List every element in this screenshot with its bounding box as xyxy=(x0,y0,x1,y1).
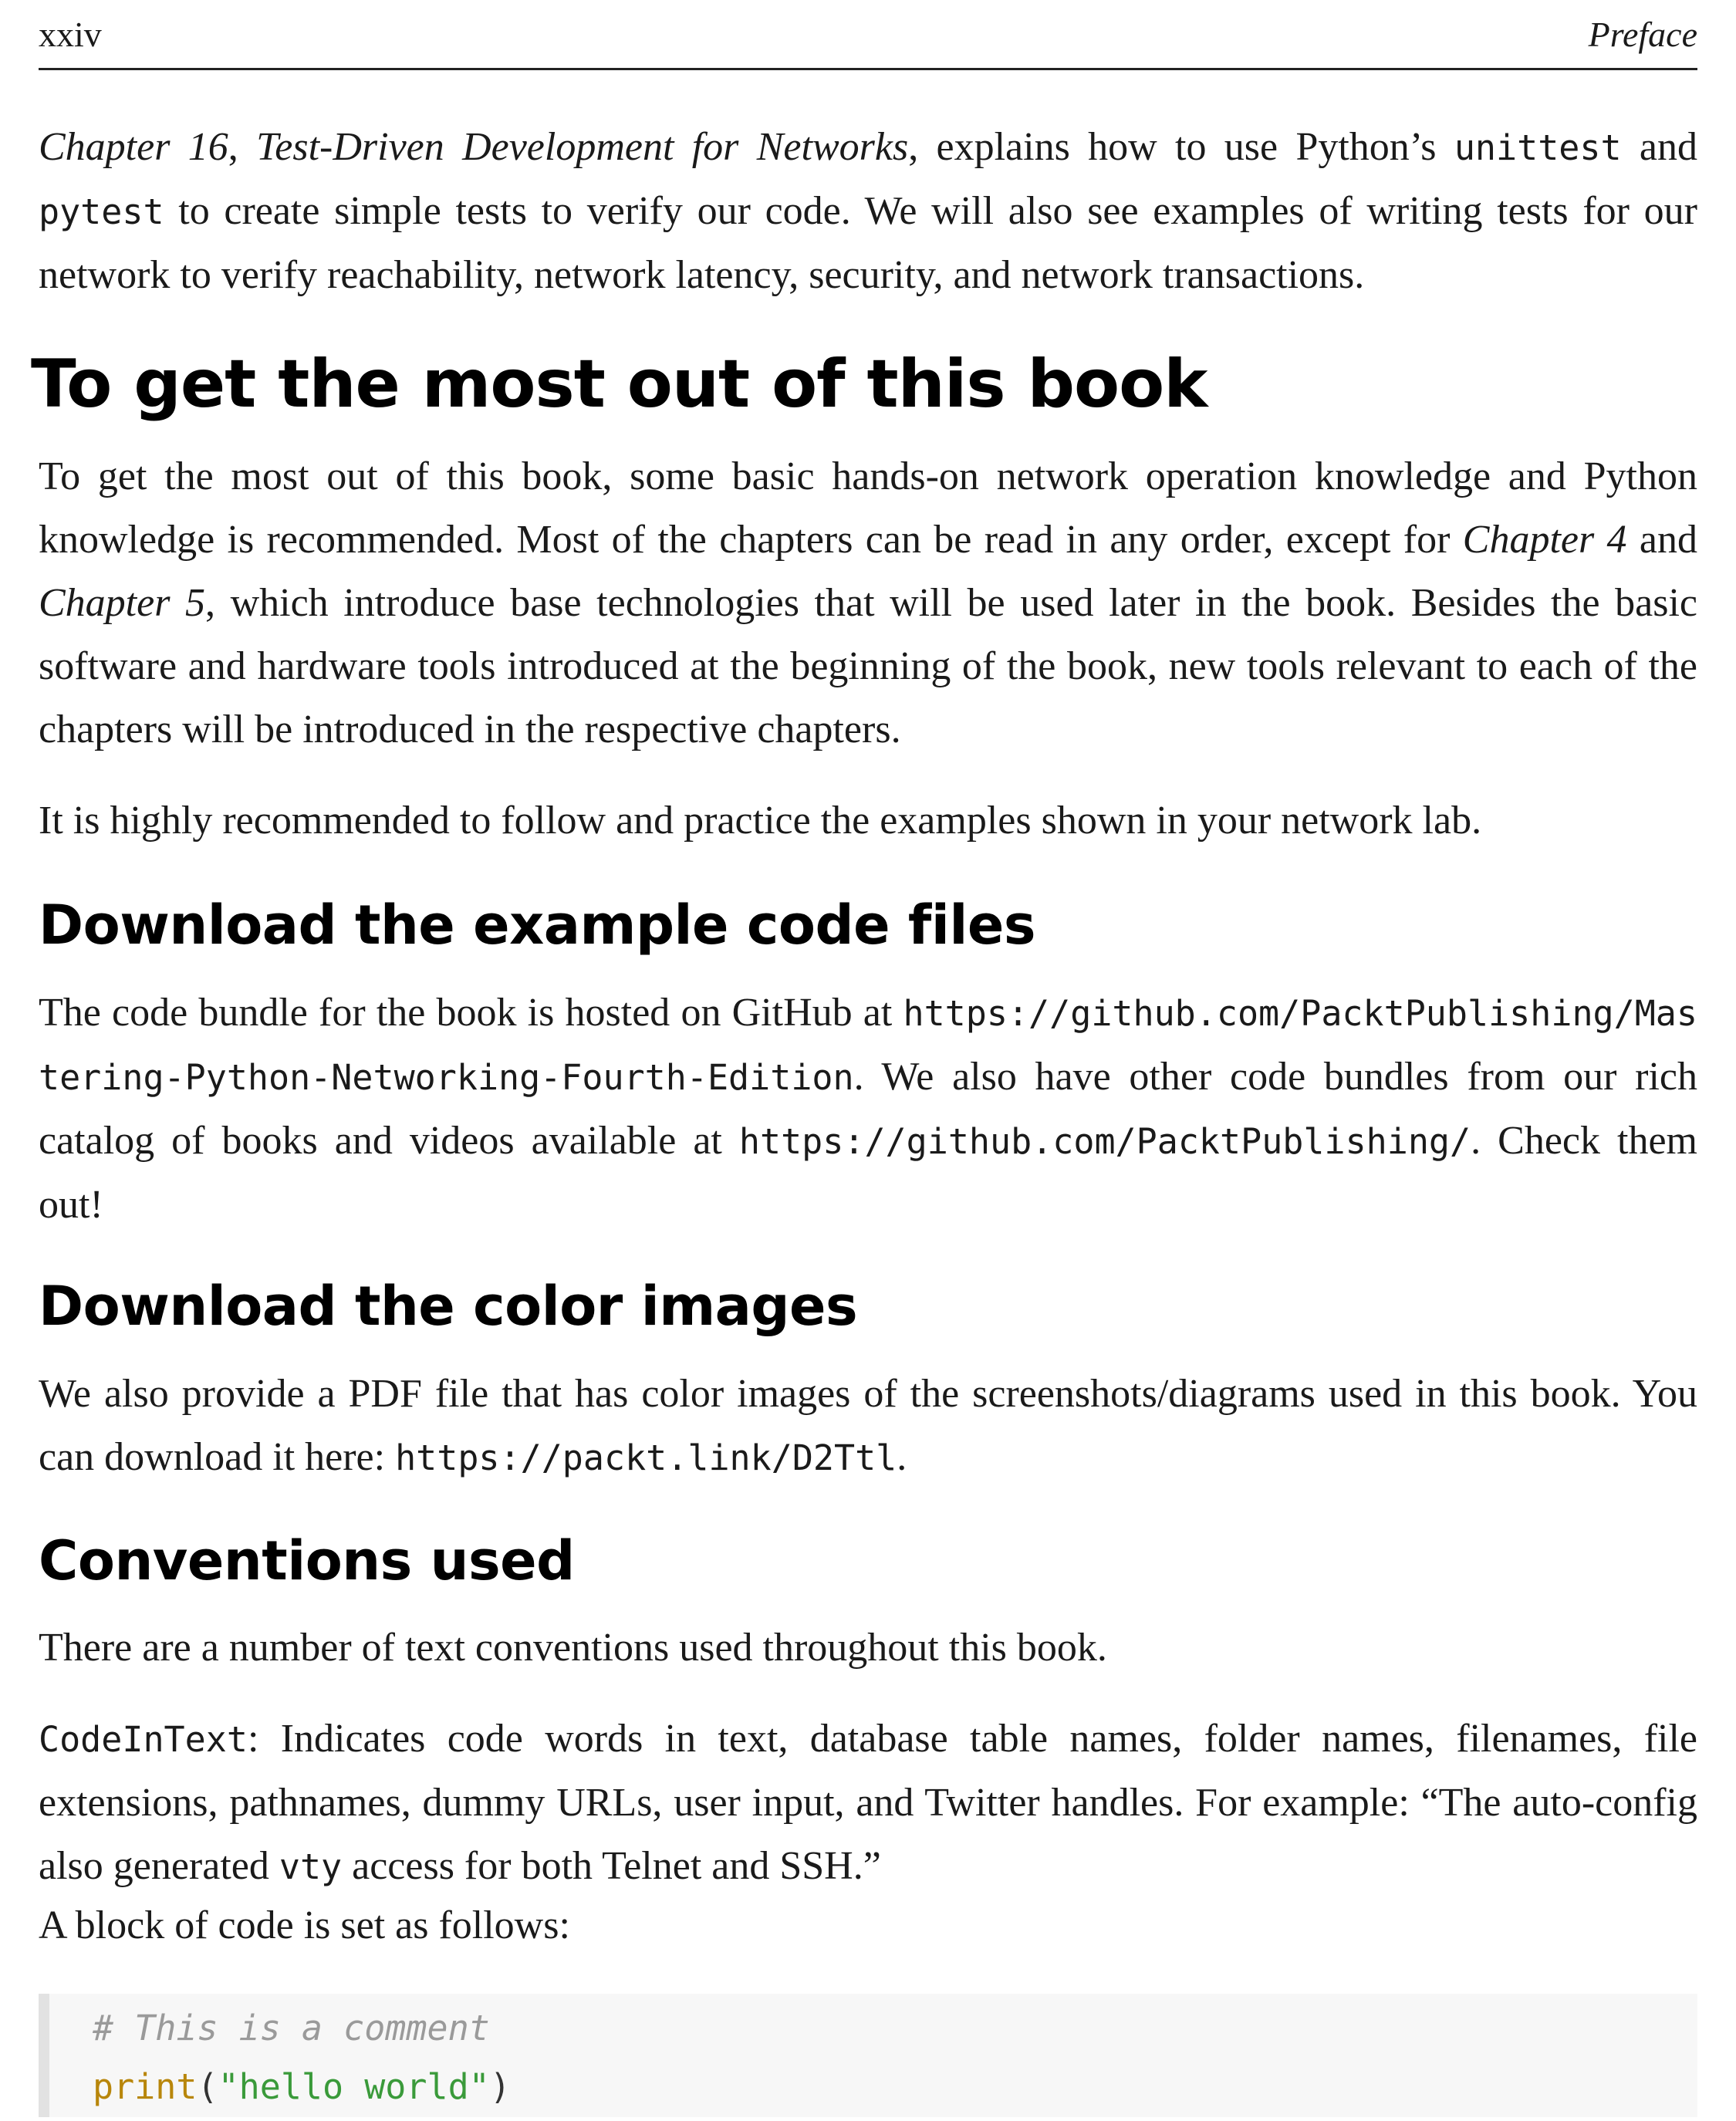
text-run: and xyxy=(1626,518,1697,562)
text-run: . We also have other code bundles from our rich catalog of books and videos available at xyxy=(39,1055,1697,1163)
text-run: We also provide a PDF file that has color images of the screenshots/diagrams used in this book. You can download it here: xyxy=(39,1372,1697,1479)
lab-recommendation: It is highly recommended to follow and practice the examples shown in your network lab. xyxy=(39,799,1482,843)
code-function: print xyxy=(93,2066,198,2107)
code-paren-close: ) xyxy=(489,2066,511,2107)
heading-most-out: To get the most out of this book xyxy=(31,346,1207,423)
inline-code: unittest xyxy=(1454,127,1622,168)
text-run: and xyxy=(1621,125,1697,169)
code-block-intro: A block of code is set as follows: xyxy=(39,1903,570,1947)
text-run: , which introduce base technologies that will be used later in the book. Besides the basic software and hardware tools introduced at the beginning of the book, new tools relevant to each of the chapters will be introduced in the respective chapters. xyxy=(39,581,1697,751)
code-paren-open: ( xyxy=(197,2066,218,2107)
chapter-ref: Chapter 5 xyxy=(39,581,206,625)
code-in-text-convention xyxy=(39,1707,1697,1899)
heading-download-code: Download the example code files xyxy=(39,893,1036,957)
most-out-paragraph xyxy=(39,445,1697,762)
text-run: . xyxy=(897,1435,907,1479)
section-title: Preface xyxy=(1588,15,1697,54)
text-run: The code bundle for the book is hosted on GitHub at xyxy=(39,991,903,1035)
inline-code: vty xyxy=(279,1846,343,1887)
text-run: , explains how to use Python’s xyxy=(908,125,1454,169)
code-comment-line: # This is a comment xyxy=(93,2008,490,2048)
code-print-line xyxy=(93,2066,511,2107)
text-run: To get the most out of this book, some basic hands-on network operation knowledge and Python knowledge is recommended. Most of the chapters can be read in any order, except for xyxy=(39,454,1697,562)
text-run: access for both Telnet and SSH.” xyxy=(342,1844,881,1888)
conventions-intro: There are a number of text conventions used throughout this book. xyxy=(39,1626,1107,1670)
heading-download-images: Download the color images xyxy=(39,1275,858,1338)
chapter-title: Test-Driven Development for Networks xyxy=(256,125,909,169)
heading-conventions: Conventions used xyxy=(39,1529,575,1592)
text-run: : Indicates code words in text, database table names, folder names, filenames, file extensions, pathnames, dummy URLs, user input, and Twitter handles. For example: “The auto-config also generated xyxy=(39,1717,1697,1888)
images-link[interactable]: https://packt.link/D2Ttl xyxy=(395,1437,897,1478)
chapter-ref: Chapter 16 xyxy=(39,125,228,169)
text-run: . Check them out! xyxy=(39,1119,1697,1227)
text-run: to create simple tests to verify our code. We will also see examples of writing tests for our network to verify reachability, network latency, security, and network transactions. xyxy=(39,189,1697,297)
download-code-paragraph xyxy=(39,981,1697,1237)
code-block xyxy=(39,1994,1697,2117)
chapter-16-summary: Chapter 16, Test-Driven Development for Networks, explains how to use Python’s unittest and pytest to create simple tests to verify our code. We will also see examples of writing tests for our network to verify reachability, network latency, security, and network transactions. xyxy=(39,125,1697,297)
repo-link[interactable]: https://github.com/PacktPublishing/Mastering-Python-Networking-Fourth-Edition xyxy=(39,993,1697,1098)
chapter-ref: Chapter 4 xyxy=(1462,518,1627,562)
page-number: xxiv xyxy=(39,15,102,54)
code-string: "hello world" xyxy=(218,2066,490,2107)
inline-code: pytest xyxy=(39,191,164,232)
catalog-link[interactable]: https://github.com/PacktPublishing/ xyxy=(738,1121,1471,1162)
running-header xyxy=(39,9,1697,70)
inline-code: CodeInText xyxy=(39,1719,248,1760)
download-images-paragraph xyxy=(39,1363,1697,1490)
